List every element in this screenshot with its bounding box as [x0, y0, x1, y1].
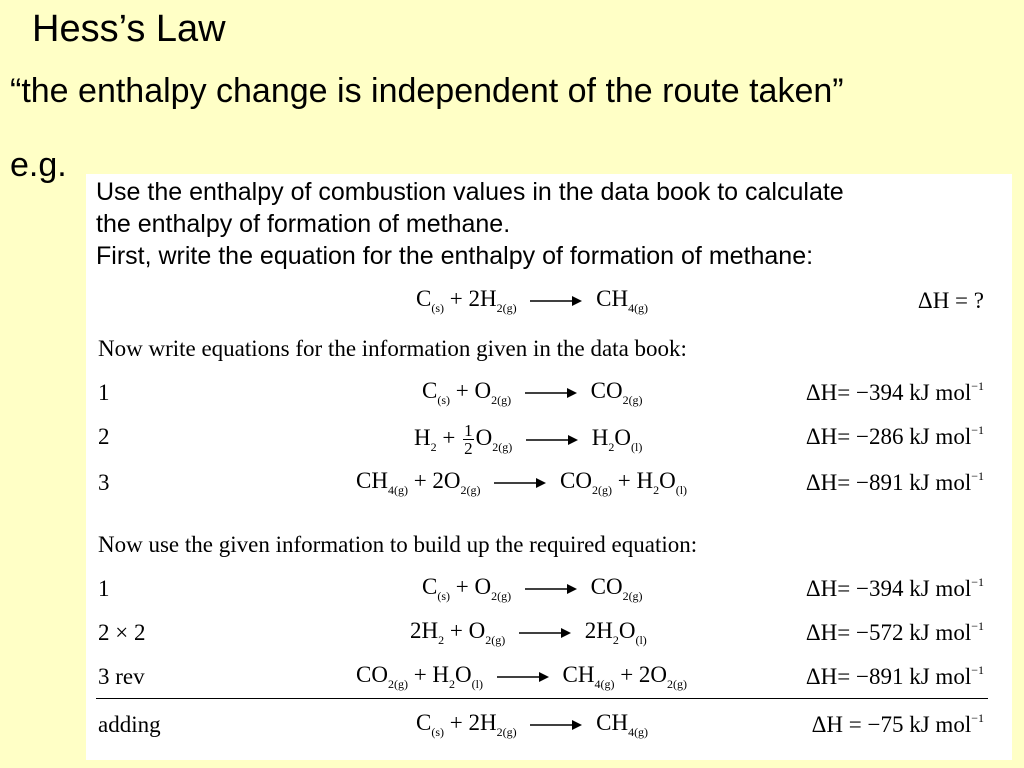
data-row-2 [86, 418, 1012, 458]
row-equation: $C_{(s)} + O_{2(g)}$ $CO_{2(g)}$ [422, 574, 643, 603]
example-panel [86, 174, 1012, 760]
reaction-arrow-icon [525, 583, 577, 595]
row-delta-h: ΔH= −572 kJ mol$^{-1}$ [805, 619, 984, 645]
reaction-arrow-icon [526, 434, 578, 446]
row-delta-h: ΔH= −394 kJ mol$^{-1}$ [805, 575, 984, 601]
row-number: 2 × 2 [98, 620, 146, 645]
data-row-1 [86, 374, 1012, 414]
row-delta-h: ΔH= −394 kJ mol$^{-1}$ [805, 379, 984, 405]
row-number: adding [98, 712, 161, 737]
sum-row [86, 706, 1012, 746]
intro-line-3: First, write the equation for the enthalpy of formation of methane: [96, 242, 814, 270]
intro-line-2: the enthalpy of formation of methane. [96, 210, 511, 238]
row-equation: $CH_{4(g)} + 2O_{2(g)}$ $CO_{2(g)} + H_2O_{(l)}$ [356, 468, 688, 497]
build-row-1 [86, 570, 1012, 610]
row-number: 1 [98, 576, 110, 601]
reaction-arrow-icon [497, 671, 549, 683]
row-equation: $C_{(s)} + O_{2(g)}$ $CO_{2(g)}$ [422, 378, 643, 407]
row-equation: $2H_2 + O_{2(g)}$ $2H_2O_{(l)}$ [410, 618, 647, 647]
heading-build-up: Now use the given information to build up the required equation: [98, 532, 698, 557]
target-delta-h: ΔH = ? [917, 288, 984, 313]
build-row-3 [86, 658, 1012, 698]
build-row-2 [86, 614, 1012, 654]
row-number: 3 rev [98, 664, 145, 689]
data-row-3 [86, 464, 1012, 504]
target-equation-row [86, 282, 1012, 322]
row-number: 1 [98, 380, 110, 405]
reaction-arrow-icon [525, 387, 577, 399]
row-number: 2 [98, 424, 110, 449]
row-number: 3 [98, 470, 110, 495]
slide-eg: e.g. [10, 146, 67, 184]
reaction-arrow-icon [530, 719, 582, 731]
row-equation: $H_2$ + $\frac{1}{2}$ $O_{2(g)}$ $H_2O_{(l)}$ [414, 421, 643, 458]
slide-quote: “the enthalpy change is independent of the route taken” [10, 72, 844, 110]
intro-line-1: Use the enthalpy of combustion values in the data book to calculate [96, 178, 844, 206]
row-delta-h: ΔH= −286 kJ mol$^{-1}$ [805, 423, 984, 449]
one-half-fraction: $\frac{1}{2}$ [464, 421, 473, 458]
row-delta-h: ΔH= −891 kJ mol$^{-1}$ [805, 663, 984, 689]
slide-title: Hess’s Law [32, 8, 226, 50]
target-equation: $C_{(s)} + 2H_{2(g)}$ $CH_{4(g)}$ [416, 286, 649, 315]
reaction-arrow-icon [530, 295, 582, 307]
reaction-arrow-icon [519, 627, 571, 639]
row-equation: $C_{(s)} + 2H_{2(g)}$ $CH_{4(g)}$ [416, 710, 649, 739]
row-delta-h: ΔH= −891 kJ mol$^{-1}$ [805, 469, 984, 495]
sum-divider [96, 698, 988, 699]
row-delta-h: ΔH = −75 kJ mol$^{-1}$ [811, 711, 984, 737]
heading-data-book: Now write equations for the information given in the data book: [98, 336, 687, 361]
row-equation: $CO_{2(g)} + H_2O_{(l)}$ $CH_{4(g)} + 2O_{2(g)}$ [356, 662, 688, 691]
reaction-arrow-icon [494, 477, 546, 489]
